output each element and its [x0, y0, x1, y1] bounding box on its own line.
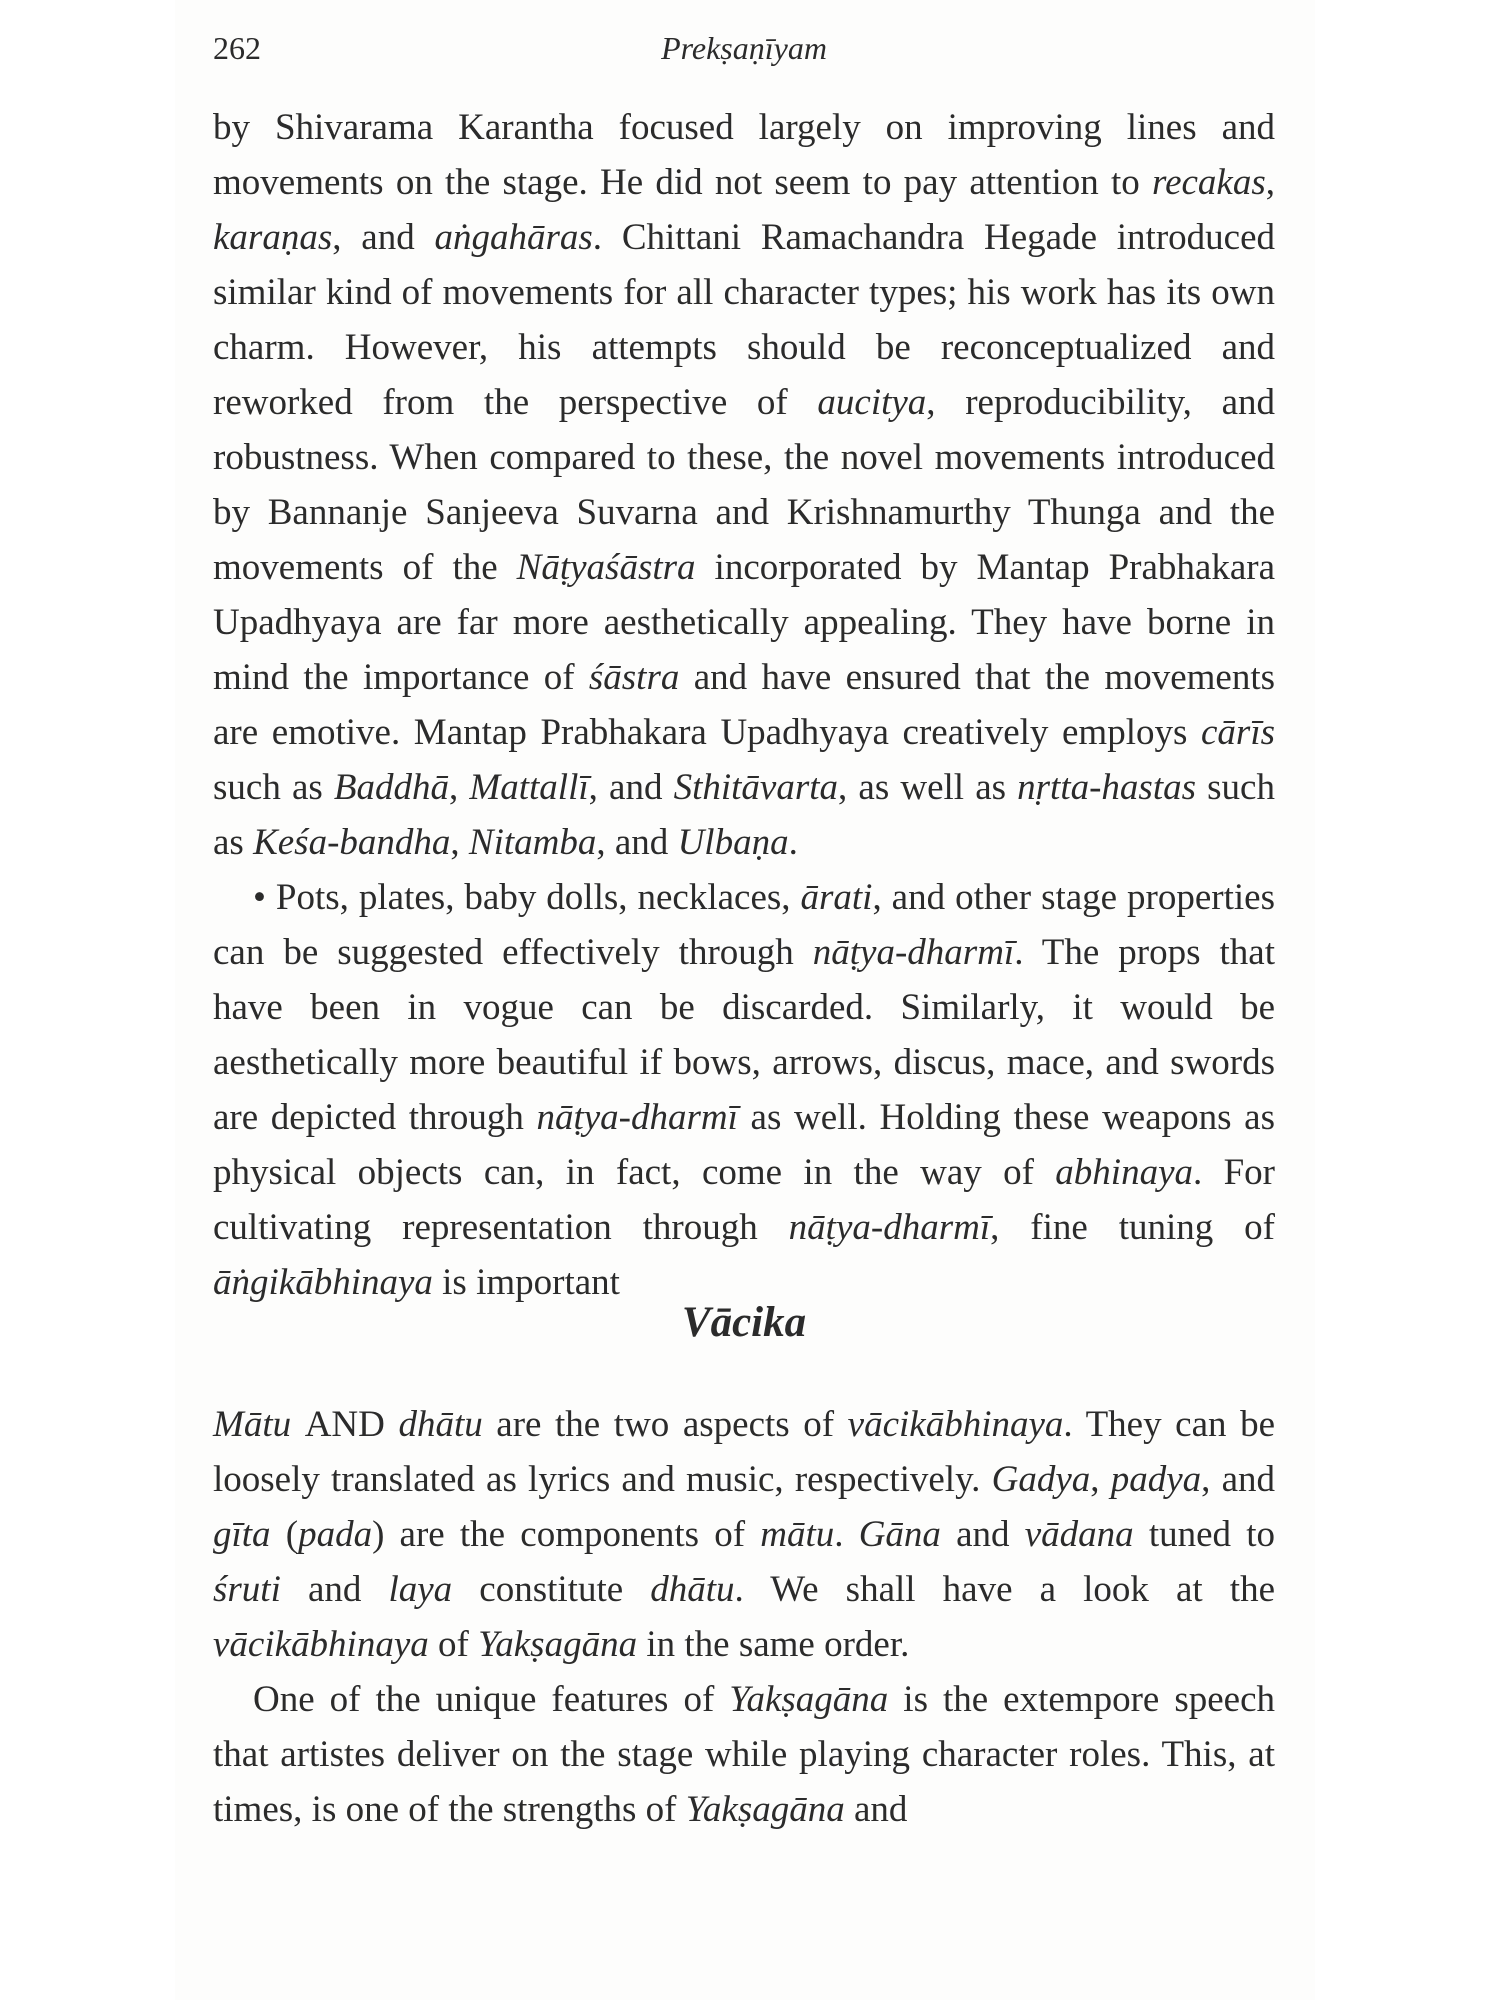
paragraph-props-bullet: • Pots, plates, baby dolls, necklaces, ārati, and other stage properties can be suggested effectively through nāṭya-dharmī. The props that have been in vogue can be discarded. Similarly, it would be aesthetically more beautiful if bows, arrows, discus, mace, and swords are depicted through nāṭya-dharmī as well. Holding these weapons as physical objects can, in fact, come in the way of abhinaya. For cultivating representation through nāṭya-dharmī, fine tuning of āṅgikābhinaya is important [213, 877, 1276, 1303]
body-text-top [213, 100, 1275, 1310]
book-page [175, 0, 1315, 2000]
running-title: Prekṣaṇīyam [661, 30, 827, 66]
paragraph-vacika-intro: Mātu AND dhātu are the two aspects of vācikābhinaya. They can be loosely translated as lyrics and music, respectively. Gadya, padya, and gīta (pada) are the components of mātu. Gāna and vādana tuned to śruti and laya constitute dhātu. We shall have a look at the vācikābhinaya of Yakṣagāna in the same order. [213, 1404, 1276, 1665]
body-text-bottom [213, 1397, 1275, 1837]
page-number: 262 [213, 30, 261, 66]
paragraph-extempore: One of the unique features of Yakṣagāna is the extempore speech that artistes deliver on the stage while playing character roles. This, at times, is one of the strengths of Yakṣagāna and [213, 1679, 1275, 1830]
paragraph-movements: by Shivarama Karantha focused largely on improving lines and movements on the stage. He did not seem to pay attention to recakas, karaṇas, and aṅgahāras. Chittani Ramachandra Hegade introduced similar kind of movements for all character types; his work has its own charm. However, his attempts should be reconceptualized and reworked from the perspective of aucitya, reproducibility, and robustness. When compared to these, the novel movements introduced by Bannanje Sanjeeva Suvarna and Krishnamurthy Thunga and the movements of the Nāṭyaśāstra incorporated by Mantap Prabhakara Upadhyaya are far more aesthetically appealing. They have borne in mind the importance of śāstra and have ensured that the movements are emotive. Mantap Prabhakara Upadhyaya creatively employs cārīs such as Baddhā, Mattallī, and Sthitāvarta, as well as nṛtta-hastas such as Keśa-bandha, Nitamba, and Ulbaṇa. [213, 107, 1276, 863]
running-head [213, 30, 1275, 70]
section-heading: Vācika [681, 1299, 807, 1346]
